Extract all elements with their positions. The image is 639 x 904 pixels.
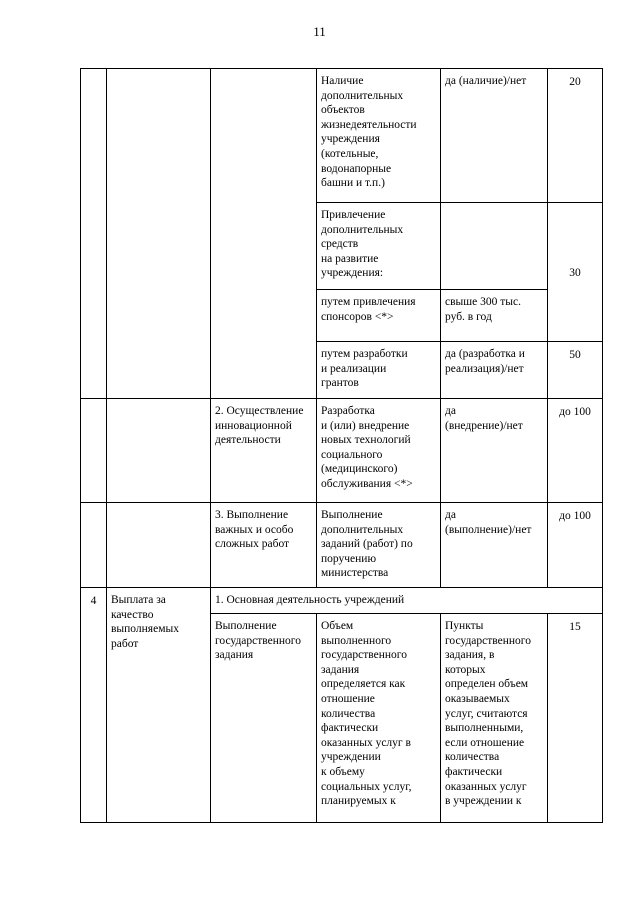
- criterion-text: 2. Осуществление инновационной деятельности: [215, 405, 304, 447]
- criterion-cell: [211, 503, 317, 588]
- payment-cell: [107, 399, 211, 503]
- indicator-cell: [317, 203, 441, 290]
- value-cell: [441, 203, 548, 290]
- indicator-cell: [317, 614, 441, 823]
- value-cell: [441, 342, 548, 399]
- indicator-cell: [317, 399, 441, 503]
- row-number: 4: [90, 595, 97, 607]
- weight-cell: [548, 342, 603, 399]
- section-header-cell: [211, 588, 603, 614]
- weight-text: 50: [569, 349, 581, 361]
- criteria-table: [80, 68, 603, 823]
- criterion-text: Выполнение государственного задания: [215, 620, 301, 662]
- indicator-cell: [317, 503, 441, 588]
- weight-text: 15: [569, 621, 581, 633]
- criterion-text: 3. Выполнение важных и особо сложных работ: [215, 509, 294, 551]
- weight-cell: [548, 399, 603, 503]
- weight-cell: [548, 69, 603, 203]
- number-cell: [81, 399, 107, 503]
- indicator-text: Выполнение дополнительных заданий (работ) по поручению министерства: [321, 509, 413, 580]
- value-cell: [441, 614, 548, 823]
- payment-cell: [107, 503, 211, 588]
- indicator-text: Наличие дополнительных объектов жизнедеятельности учреждения (котельные, водонапорные башни и т.п.): [321, 75, 417, 190]
- payment-text: Выплата за качество выполняемых работ: [111, 594, 179, 650]
- indicator-cell: [317, 342, 441, 399]
- weight-text: 20: [569, 76, 581, 88]
- table-row: [81, 399, 603, 503]
- weight-cell: [548, 614, 603, 823]
- value-text: да (разработка и реализация)/нет: [445, 348, 525, 375]
- table-row: [81, 69, 603, 203]
- table-row: [81, 588, 603, 614]
- payment-cell: [107, 588, 211, 823]
- value-text: Пункты государственного задания, в которых определен объем оказываемых услуг, считаются выполненными, если отношение количества фактически оказанных услуг в учреждении к: [445, 620, 531, 808]
- indicator-cell: [317, 290, 441, 342]
- weight-cell: [548, 503, 603, 588]
- value-text: да (выполнение)/нет: [445, 509, 532, 536]
- indicator-text: путем разработки и реализации грантов: [321, 348, 408, 390]
- indicator-text: Привлечение дополнительных средств на развитие учреждения:: [321, 209, 404, 280]
- weight-text: до 100: [559, 510, 591, 522]
- number-cell: [81, 503, 107, 588]
- value-cell: [441, 69, 548, 203]
- page-number: 11: [313, 24, 326, 39]
- table-row: [81, 503, 603, 588]
- section-title: 1. Основная деятельность учреждений: [215, 594, 405, 606]
- value-text: да (наличие)/нет: [445, 75, 527, 87]
- weight-text: до 100: [559, 406, 591, 418]
- weight-cell: [548, 203, 603, 342]
- indicator-text: Объем выполненного государственного задания определяется как отношение количества фактически оказанных услуг в учреждении к объему социальных услуг, планируемых к: [321, 620, 412, 808]
- criterion-cell: [211, 399, 317, 503]
- payment-cell: [107, 69, 211, 399]
- number-cell: [81, 69, 107, 399]
- number-cell: [81, 588, 107, 823]
- value-text: свыше 300 тыс. руб. в год: [445, 296, 521, 323]
- criterion-cell: [211, 69, 317, 399]
- value-cell: [441, 290, 548, 342]
- value-cell: [441, 503, 548, 588]
- indicator-text: путем привлечения спонсоров <*>: [321, 296, 416, 323]
- indicator-cell: [317, 69, 441, 203]
- value-cell: [441, 399, 548, 503]
- weight-text: 30: [569, 267, 581, 280]
- value-text: да (внедрение)/нет: [445, 405, 523, 432]
- criterion-cell: [211, 614, 317, 823]
- indicator-text: Разработка и (или) внедрение новых технологий социального (медицинского) обслуживания <*>: [321, 405, 413, 490]
